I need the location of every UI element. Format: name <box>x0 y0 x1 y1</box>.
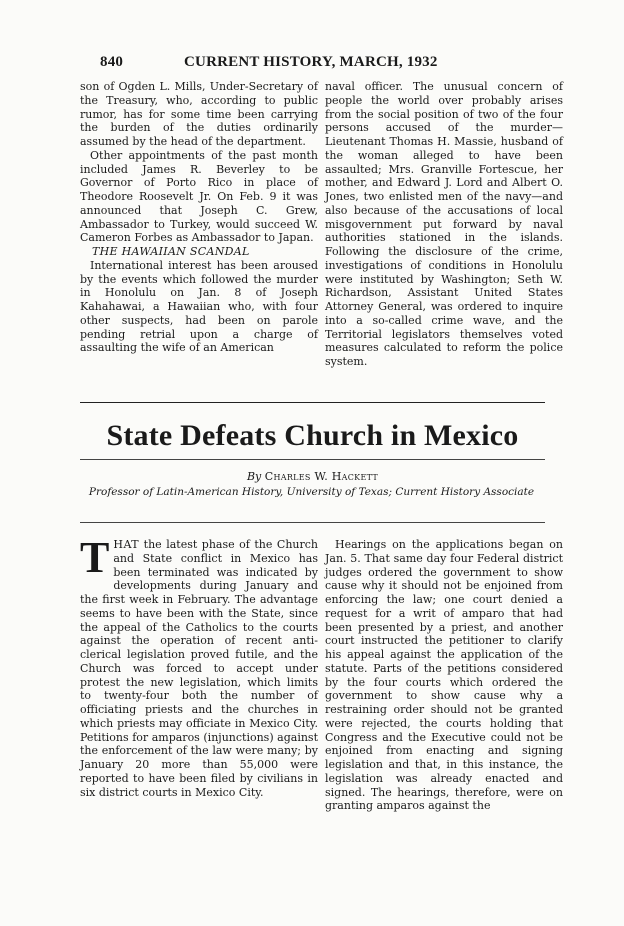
paragraph: naval officer. The unusual concern of people the world over probably arises from the social position of two of the four persons accused of the murder—Lieutenant Thomas H. Massie, husband of the woman alleged to have been assaulted; Mrs. Granville Fortescue, her mother, and Edward J. Lord and Albert O. Jones, two enlisted men of the navy—and also because of the accusations of local misgovernment put forward by naval authorities stationed in the islands. Following the disclosure of the crime, investigations of conditions in Honolulu were instituted by Washington; Seth W. Richardson, Assistant United States Attorney General, was ordered to inquire into a so-called crime wave, and the Territorial legislators themselves voted measures calculated to reform the police system. <box>325 80 563 368</box>
lead-paragraph <box>80 533 318 799</box>
page-number: 840 <box>100 54 124 70</box>
section-divider <box>80 402 545 403</box>
section-subheading: THE HAWAIIAN SCANDAL <box>92 245 250 258</box>
top-right-column <box>325 80 563 369</box>
byline <box>80 470 545 483</box>
byline-divider <box>80 522 545 523</box>
title-divider <box>80 459 545 460</box>
drop-cap: T <box>80 533 110 582</box>
author-name: Charles W. Hackett <box>264 470 379 483</box>
publication-header: CURRENT HISTORY, MARCH, 1932 <box>184 54 438 70</box>
article-right-column <box>325 538 563 813</box>
paragraph-text: the latest phase of the Church and State conflict in Mexico has been terminated was indicated by developments during January and the first week in February. The advantage seems to have been with the State, since the appeal of the Catholics to the courts against the operation of recent anti-clerical legislation proved futile, and the Church was forced to accept under protest the new legislation, which limits to twenty-four both the number of officiating priests and the churches in which priests may officiate in Mexico City. Petitions for amparos (injunctions) against the enforcement of the law were many; by January 20 more than 55,000 were reported to have been filed by civilians in six district courts in Mexico City. <box>80 538 318 799</box>
paragraph: Hearings on the applications began on Jan. 5. That same day four Federal district judges ordered the government to show cause why it should not be enjoined from enforcing the law; one court denied a request for a writ of amparo that had been presented by a priest, and another court instructed the petitioner to clarify his appeal against the application of the statute. Parts of the petitions considered by the four courts which ordered the government to show cause why a restraining order should not be granted were rejected, the courts holding that Congress and the Executive could not be enjoined from enacting and signing legislation and that, in this instance, the legislation was already enacted and signed. The hearings, therefore, were on granting amparos against the <box>325 538 563 813</box>
article-left-column <box>80 533 318 799</box>
byline-prefix: By <box>246 470 262 483</box>
top-left-column <box>80 80 318 355</box>
lead-caps: HAT <box>113 538 140 551</box>
paragraph: Other appointments of the past month included James R. Beverley to be Governor of Porto Rico in place of Theodore Roosevelt Jr. On Feb. 9 it was announced that Joseph C. Grew, Ambassador to Turkey, would succeed W. Cameron Forbes as Ambassador to Japan. <box>80 148 318 245</box>
article-title: State Defeats Church in Mexico <box>106 419 519 452</box>
author-affiliation: Professor of Latin-American History, University of Texas; Current History Associate <box>88 486 535 498</box>
paragraph: son of Ogden L. Mills, Under-Secretary of the Treasury, who, according to public rumor, has for some time been carrying the burden of the duties ordinarily assumed by the head of the department. <box>80 80 318 148</box>
paragraph: International interest has been aroused by the events which followed the murder in Honolulu on Jan. 8 of Joseph Kahahawai, a Hawaiian who, with four other suspects, had been on parole pending retrial upon a charge of assaulting the wife of an American <box>80 258 318 355</box>
